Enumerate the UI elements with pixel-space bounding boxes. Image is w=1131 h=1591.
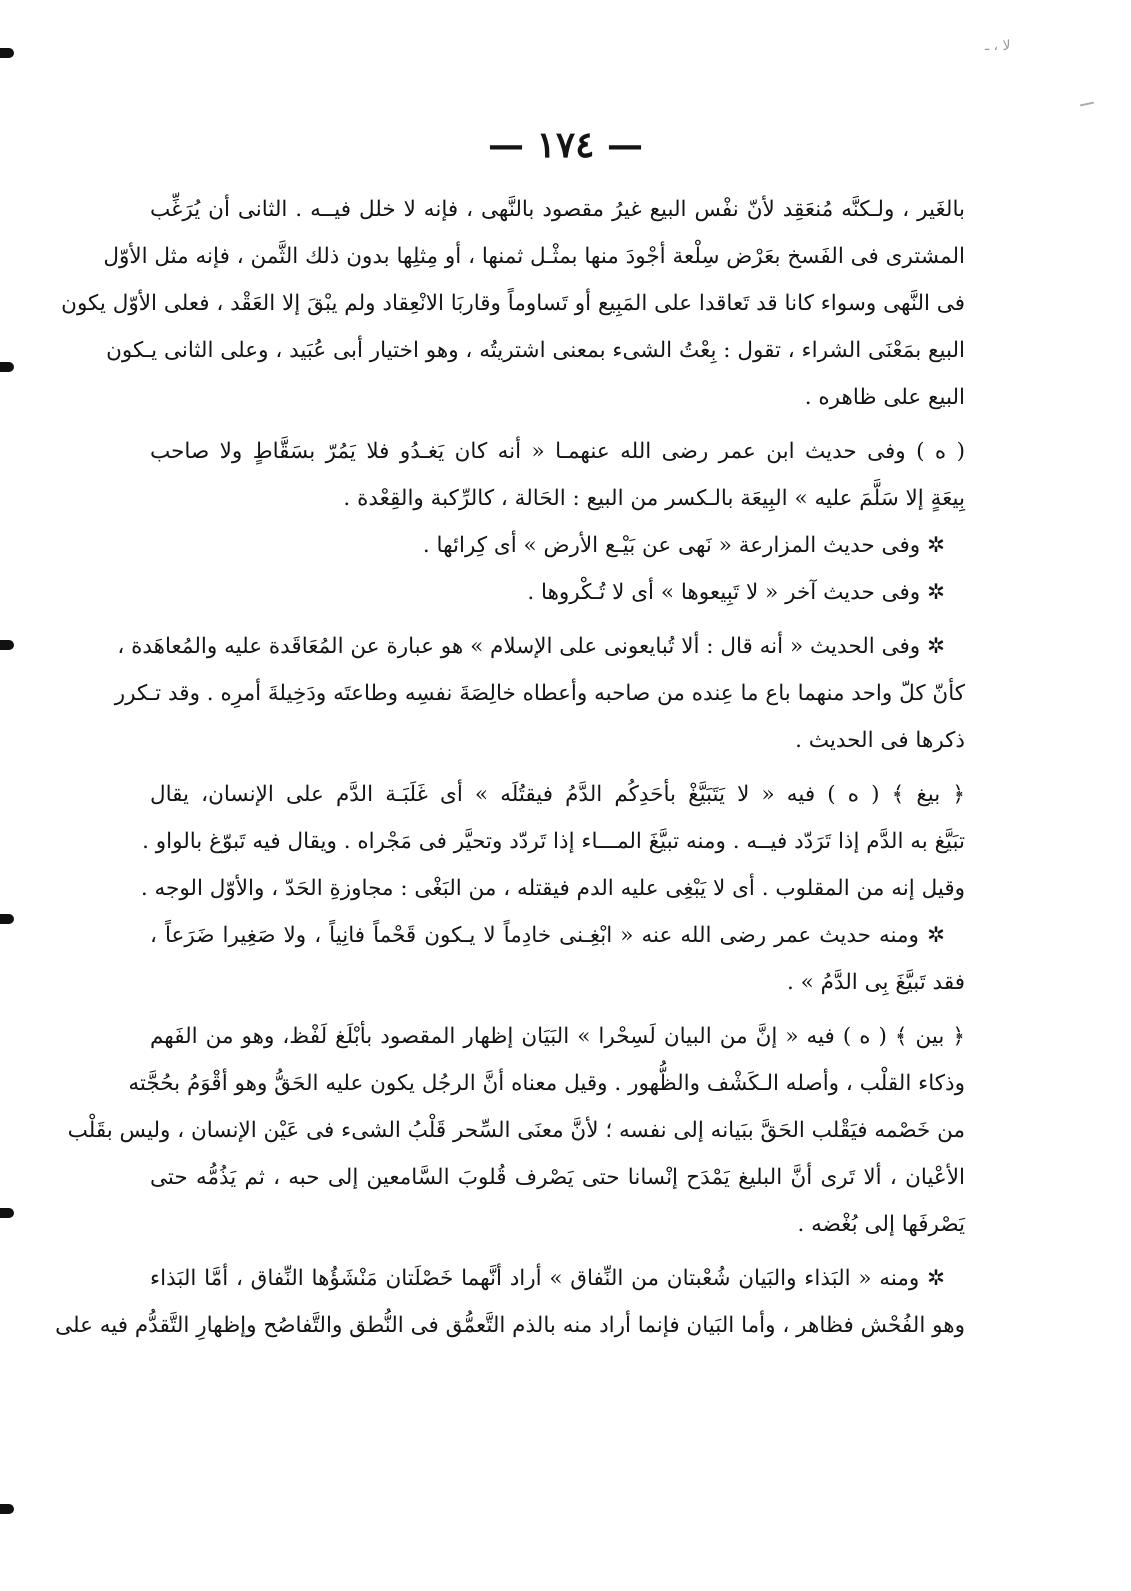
entry-line: ( ه ) وفى حديث ابن عمر رضى الله عنهمـا « أنه كان يَغـدُو فلا يَمُرّ بسَقَّاطٍ ولا صاحب xyxy=(150,439,965,464)
corner-pencil-mark: ﻻ ، ـ xyxy=(985,38,1011,54)
binding-mark xyxy=(0,1504,14,1514)
corner-tick-mark xyxy=(1080,102,1094,107)
hadith-line: ✲ وفى حديث المزارعة « نَهى عن بَيْـع الأرض » أى كِرائها . xyxy=(422,533,945,558)
binding-mark xyxy=(0,48,14,58)
text-line: من خَصْمه فيَقْلب الحَقَّ ببَيانه إلى نفسه ؛ لأنَّ معنَى السِّحر قَلْبُ الشىء فى عَيْن الإنسان ، وليس بقَلْب xyxy=(67,1118,965,1143)
binding-mark xyxy=(0,1208,14,1218)
text-line: الأعْيان ، ألا تَرى أنَّ البليغ يَمْدَح إنْسانا حتى يَصْرف قُلوبَ السَّامعين إلى حبه ، ثم يَذُمُّه حتى xyxy=(150,1165,965,1190)
text-line: المشترى فى الفَسخ بعَرْض سِلْعة أجْودَ منها بمثْـل ثمنها ، أو مِثلِها بدون ذلك الثَّمن ، فإنه مثل الأوّل xyxy=(103,244,965,269)
text-line: ذكرها فى الحديث . xyxy=(795,728,965,753)
text-line: وذكاء القلْب ، وأصله الـكَشْف والظُّهور . وقيل معناه أنَّ الرجُل يكون عليه الحَقُّ وهو أقْوَمُ بحُجَّته xyxy=(128,1071,965,1096)
binding-mark xyxy=(0,914,14,924)
text-line: بِيعَةٍ إلا سَلَّمَ عليه » البِيعَة بالـكسر من البيع : الحَالة ، كالرِّكبة والقِعْدة . xyxy=(343,486,965,511)
binding-mark xyxy=(0,640,14,650)
text-line: يَصْرفَها إلى بُغْضه . xyxy=(797,1212,965,1237)
hadith-line: ✲ ومنه حديث عمر رضى الله عنه « ابْغِـنى خادِماً لا يـكون قَحْماً فانِياً ، ولا صَغِيرا ضَرَعاً ، xyxy=(150,923,945,948)
page-number: — ١٧٤ — xyxy=(487,124,644,166)
hadith-line: ✲ وفى الحديث « أنه قال : ألا تُبايعونى على الإسلام » هو عبارة عن المُعَاقَدة عليه والمُعاهَدة ، xyxy=(117,634,945,659)
text-line: وقيل إنه من المقلوب . أى لا يَبْغِى عليه الدم فيقتله ، من البَغْى : مجاوزةِ الحَدّ ، والأوّل الوجه . xyxy=(140,876,965,901)
text-line: فى النَّهى وسواء كانا قد تَعاقدا على المَبِيع أو تَساوماً وقاربَا الانْعِقاد ولم يبْقَ إلا العَقْد ، فعلى الأوّل يكون xyxy=(61,291,965,316)
text-line: كأنّ كلّ واحد منهما باع ما عِنده من صاحبه وأعطاه خالِصَةَ نفسِه وطاعتَه ودَخِيلةَ أمرِه . وقد تـكرر xyxy=(114,681,965,706)
entry-heading-line-bygh: ﴿ بيغ ﴾ ( ه ) فيه « لا يَتَبَيَّغْ بأحَدِكُم الدَّمُ فيقتُلَه » أى غَلَبَـة الدَّم على الإنسان، يقال xyxy=(150,782,965,807)
text-line: بالغَير ، ولـكنَّه مُنعَقِد لأنّ نفْس البيع غيرُ مقصود بالنَّهى ، فإنه لا خلل فيــه . الثانى أن يُرَغِّب xyxy=(150,197,965,222)
text-line: وهو الفُحْش فظاهر ، وأما البَيان فإنما أراد منه بالذم التَّعمُّق فى النُّطق والتَّفاصُح وإظهارِ التَّقدُّم فيه على xyxy=(55,1313,965,1338)
hadith-line: ✲ ومنه « البَذاء والبَيان شُعْبتان من النِّفاق » أراد أنَّهما خَصْلَتان مَنْشَؤُها النِّفاق ، أمَّا البَذاء xyxy=(150,1266,945,1291)
binding-mark xyxy=(0,362,14,372)
text-line: تبَيَّغ به الدَّم إذا تَرَدّد فيــه . ومنه تبيَّغَ المـــاء إذا تَردّد وتحيَّر فى مَجْراه . ويقال فيه تَبوّغ بالواو . xyxy=(142,829,965,854)
body-text xyxy=(55,186,965,1349)
text-line: فقد تَبيَّغَ بِى الدَّمُ » . xyxy=(786,970,965,995)
entry-heading-line-byn: ﴿ بين ﴾ ( ه ) فيه « إنَّ من البيان لَسِحْرا » البَيَان إظهار المقصود بأبْلَغ لَفْظ، وهو من الفَهم xyxy=(150,1024,965,1049)
text-line: البيع على ظاهره . xyxy=(804,385,965,410)
hadith-line: ✲ وفى حديث آخر « لا تَبِيعوها » أى لا تُـكْروها . xyxy=(527,580,945,605)
text-line: البيع بمَعْنَى الشراء ، تقول : بِعْتُ الشىء بمعنى اشتريتُه ، وهو اختيار أبى عُبَيد ، وعلى الثانى يـكون xyxy=(106,338,965,363)
